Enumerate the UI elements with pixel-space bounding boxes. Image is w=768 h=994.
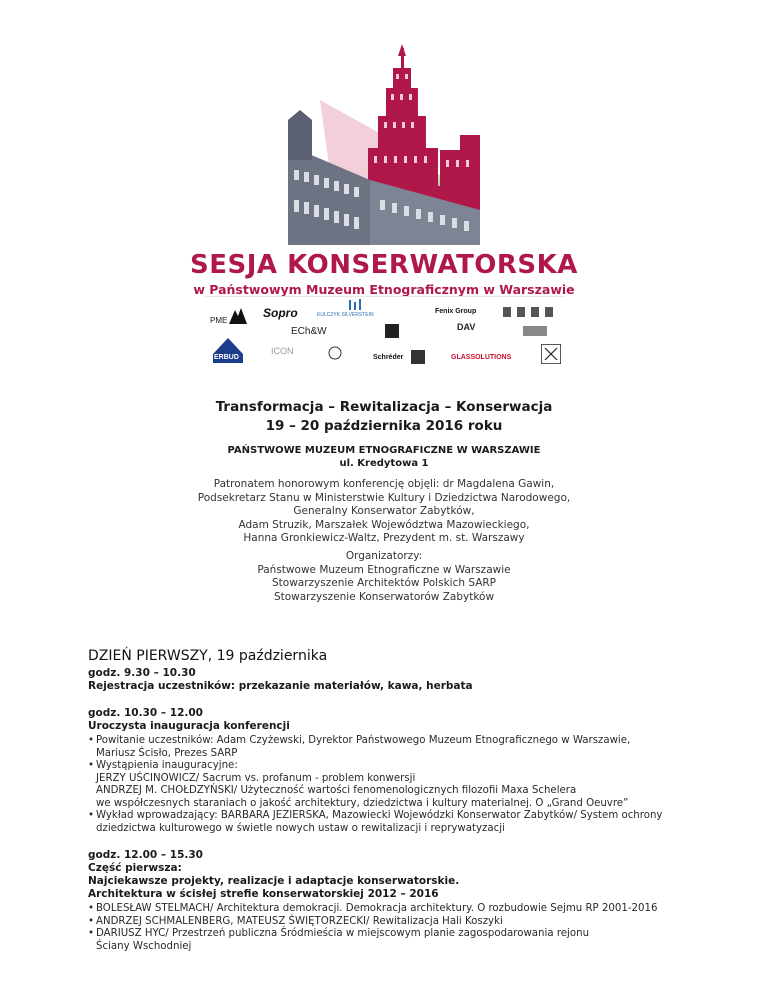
- item-text: BOLESŁAW STELMACH/ Architektura demokracji. Demokracja architektury. O rozbudowie Sejmu RP 2001-2016: [96, 903, 658, 914]
- session-part-one: [88, 849, 688, 953]
- session-registration: [88, 667, 688, 693]
- mini-logos-icon: [503, 306, 563, 318]
- list-item: [88, 916, 688, 929]
- list-item: [88, 735, 688, 760]
- patronage-line: Generalny Konserwator Zabytków,: [293, 505, 475, 517]
- event-title: SESJA KONSERWATORSKA: [190, 250, 578, 280]
- patronage-line: Adam Struzik, Marszałek Województwa Mazowieckiego,: [238, 518, 530, 531]
- pme-mark-icon: [227, 306, 249, 326]
- organizers-line: Stowarzyszenie Architektów Polskich SARP: [271, 577, 497, 589]
- organizers-line: Stowarzyszenie Konserwatorów Zabytków: [273, 590, 495, 603]
- list-item: [88, 760, 688, 810]
- pme-logo: PME: [210, 316, 228, 325]
- session-time: godz. 9.30 – 10.30: [88, 667, 196, 679]
- session-title: Rejestracja uczestników: przekazanie materiałów, kawa, herbata: [88, 680, 473, 692]
- palace-illustration: [0, 0, 768, 250]
- item-text-continued: Mariusz Ścisło, Prezes SARP: [96, 747, 238, 759]
- kulczyk-logo: KULCZYK SILVERSTEIN: [317, 312, 374, 318]
- sponsor-logos: [205, 296, 565, 368]
- patronage: [0, 478, 768, 546]
- item-text-continued: dziedzictwa kulturowego w świetle nowych ustaw o rewitalizacji i reprywatyzacji: [96, 822, 505, 834]
- grey-badge-icon: [523, 326, 547, 336]
- dav-logo: DAV: [457, 322, 476, 332]
- program: [88, 648, 688, 967]
- day-heading: DZIEŃ PIERWSZY, 19 października: [88, 648, 328, 664]
- item-text-continued: JERZY UŚCINOWICZ/ Sacrum vs. profanum - problem konwersji: [96, 772, 416, 784]
- patronage-line: Podsekretarz Stanu w Ministerstwie Kultury i Dziedzictwa Narodowego,: [197, 491, 571, 504]
- ech-logo: ECh&W: [291, 326, 327, 337]
- glassolutions-logo: GLASSOLUTIONS: [451, 354, 512, 361]
- event-subtitle: w Państwowym Muzeum Etnograficznym w Warszawie: [193, 282, 575, 297]
- item-text-continued: ANDRZEJ M. CHOŁDZYŃSKI/ Użyteczność wartości fenomenologicznych filozofii Maxa Schelera: [96, 785, 577, 796]
- session-title: Uroczysta inauguracja konferencji: [88, 720, 290, 732]
- session-time: godz. 10.30 – 12.00: [88, 707, 203, 719]
- venue-name: PAŃSTWOWE MUZEUM ETNOGRAFICZNE W WARSZAWIE: [227, 445, 541, 456]
- item-text-continued: Ściany Wschodniej: [96, 940, 192, 952]
- item-text: ANDRZEJ SCHMALENBERG, MATEUSZ ŚWIĘTORZECKI/ Rewitalizacja Hali Koszyki: [96, 915, 503, 927]
- item-text: Wystąpienia inauguracyjne:: [96, 760, 238, 771]
- item-text: Wykład wprowadzający: BARBARA JEZIERSKA, Mazowiecki Wojewódzki Konserwator Zabytków/ System ochrony: [96, 810, 663, 821]
- session-title: Część pierwsza:: [88, 862, 182, 874]
- organizers-line: Państwowe Muzeum Etnograficzne w Warszawie: [257, 563, 511, 576]
- emblem-icon: [327, 346, 343, 360]
- list-item: [88, 903, 688, 916]
- item-text: DARIUSZ HYC/ Przestrzeń publiczna Śródmieścia w miejscowym planie zagospodarowania rejonu: [96, 928, 590, 939]
- session-title: Architektura w ścisłej strefie konserwatorskiej 2012 – 2016: [88, 888, 439, 900]
- erbud-logo: ERBUD: [214, 354, 239, 361]
- session-items: [88, 903, 688, 953]
- session-inauguration: [88, 707, 688, 835]
- conference-theme: [0, 398, 768, 436]
- list-item: [88, 810, 688, 835]
- schreder-mark-icon: [411, 350, 425, 364]
- theme-line: Transformacja – Rewitalizacja – Konserwacja: [215, 399, 553, 415]
- list-item: [88, 928, 688, 953]
- kulczyk-mark-icon: [347, 299, 363, 311]
- theme-dates: 19 – 20 października 2016 roku: [265, 418, 503, 434]
- sopro-logo: Sopro: [263, 306, 298, 320]
- patronage-line: Hanna Gronkiewicz-Waltz, Prezydent m. st. Warszawy: [243, 532, 525, 544]
- organizers-line: Organizatorzy:: [345, 550, 423, 562]
- mini-square-logo-icon: [385, 324, 399, 338]
- venue-address: ul. Kredytowa 1: [339, 458, 429, 469]
- venue: [0, 444, 768, 470]
- organizers: [0, 550, 768, 604]
- square-logo-icon: [541, 344, 561, 364]
- fenix-logo: Fenix Group: [435, 308, 477, 315]
- session-items: [88, 735, 688, 835]
- icon-logo: ICON: [271, 346, 294, 356]
- session-title: Najciekawsze projekty, realizacje i adaptacje konserwatorskie.: [88, 875, 460, 887]
- session-time: godz. 12.00 – 15.30: [88, 849, 203, 861]
- schreder-logo: Schréder: [373, 354, 404, 361]
- item-text: Powitanie uczestników: Adam Czyżewski, Dyrektor Państwowego Muzeum Etnograficznego w Warszawie,: [96, 735, 631, 746]
- item-text-continued: we współczesnych staraniach o jakość architektury, dziedzictwa i kultury materialnej. O „Grand Oeuvre”: [96, 797, 629, 809]
- patronage-line: Patronatem honorowym konferencję objęli: dr Magdalena Gawin,: [213, 478, 555, 490]
